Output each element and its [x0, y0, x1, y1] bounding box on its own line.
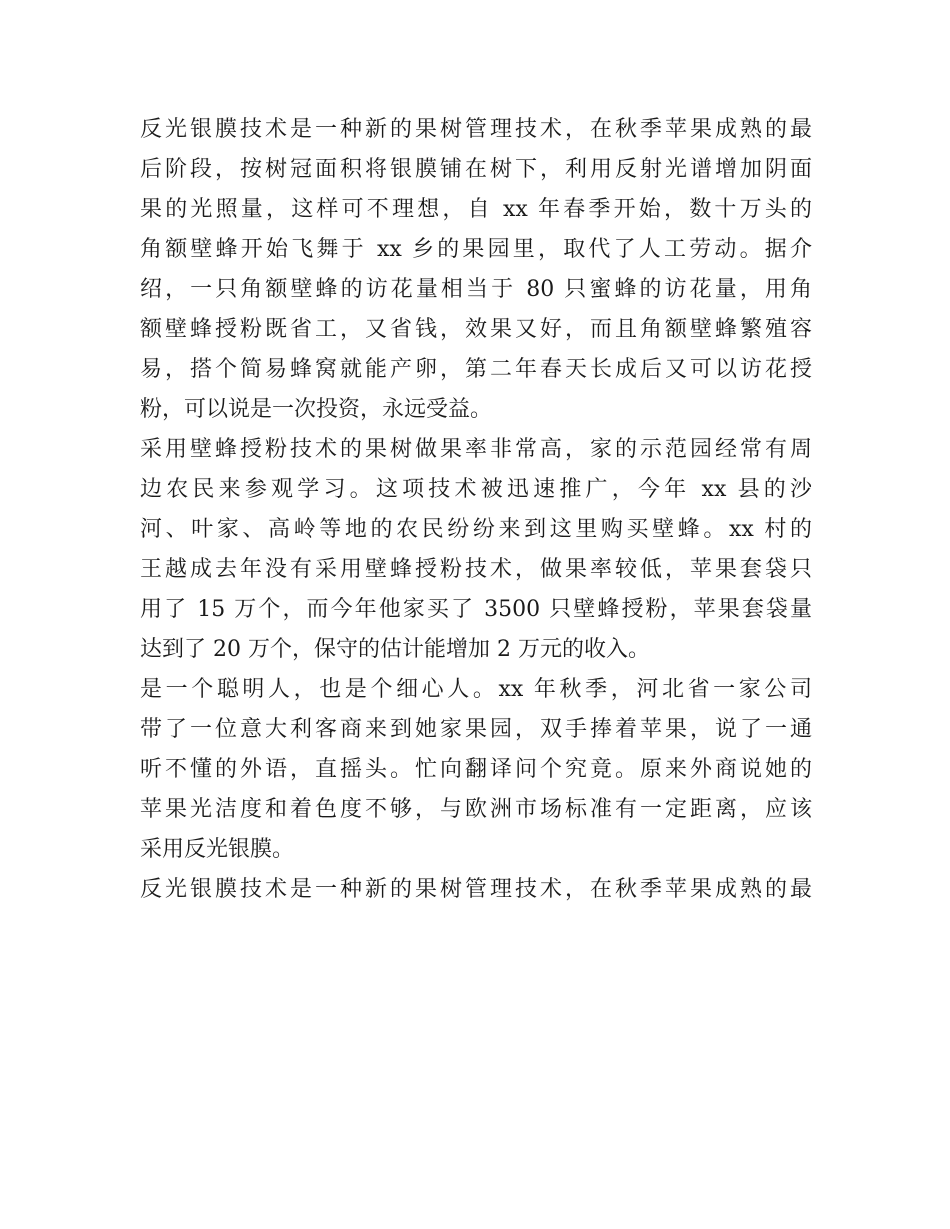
paragraph-wall-bee-intro: [140, 110, 812, 430]
paragraph-reflective-film: [140, 870, 812, 910]
paragraph-pollination-results: [140, 430, 812, 670]
text-line: 易，搭个简易蜂窝就能产卵，第二年春天长成后又可以访花授: [140, 357, 812, 382]
text-line: 粉，可以说是一次投资，永远受益。: [140, 397, 493, 422]
text-line: 达到了 20 万个，保守的估计能增加 2 万元的收入。: [140, 637, 650, 662]
text-line: 后阶段，按树冠面积将银膜铺在树下，利用反射光谱增加阴面: [140, 157, 812, 182]
text-line: 带了一位意大利客商来到她家果园，双手捧着苹果，说了一通: [140, 717, 812, 742]
text-line: 苹果光洁度和着色度不够，与欧洲市场标准有一定距离，应该: [140, 797, 812, 822]
document-body: [140, 110, 812, 910]
paragraph-foreign-buyer: [140, 670, 812, 870]
text-line: 用了 15 万个，而今年他家买了 3500 只壁蜂授粉，苹果套袋量: [140, 597, 812, 622]
text-line: 角额壁蜂开始飞舞于 xx 乡的果园里，取代了人工劳动。据介: [140, 237, 812, 262]
text-line: 听不懂的外语，直摇头。忙向翻译问个究竟。原来外商说她的: [140, 757, 812, 782]
text-line: 反光银膜技术是一种新的果树管理技术，在秋季苹果成熟的最: [140, 117, 812, 142]
text-line: 反光银膜技术是一种新的果树管理技术，在秋季苹果成熟的最: [140, 877, 812, 902]
text-line: 边农民来参观学习。这项技术被迅速推广，今年 xx 县的沙: [140, 477, 812, 502]
text-line: 绍，一只角额壁蜂的访花量相当于 80 只蜜蜂的访花量，用角: [140, 277, 812, 302]
text-line: 王越成去年没有采用壁蜂授粉技术，做果率较低，苹果套袋只: [140, 557, 812, 582]
text-line: 额壁蜂授粉既省工，又省钱，效果又好，而且角额壁蜂繁殖容: [140, 317, 812, 342]
text-line: 是一个聪明人，也是个细心人。xx 年秋季，河北省一家公司: [140, 677, 812, 702]
text-line: 采用反光银膜。: [140, 837, 295, 862]
text-line: 果的光照量，这样可不理想，自 xx 年春季开始，数十万头的: [140, 197, 812, 222]
text-line: 采用壁蜂授粉技术的果树做果率非常高，家的示范园经常有周: [140, 437, 812, 462]
text-line: 河、叶家、高岭等地的农民纷纷来到这里购买壁蜂。xx 村的: [140, 517, 812, 542]
